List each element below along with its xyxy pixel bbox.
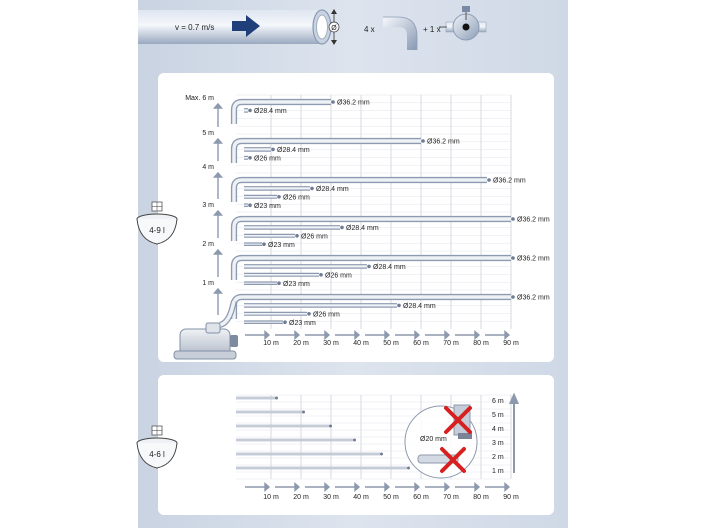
length-tick-label: 90 m (503, 340, 519, 347)
restriction-zone (405, 405, 477, 478)
pipe-end-cap (277, 281, 281, 285)
length-tick-label: 50 m (383, 494, 399, 501)
bend-fitting-icon (383, 22, 412, 50)
pipe-diameter-label: Ø26 mm (301, 233, 328, 241)
length-tick-label: 20 m (293, 494, 309, 501)
diameter-symbol: Ø (331, 25, 337, 32)
length-arrow (425, 332, 449, 339)
pipe-end-cap (302, 411, 305, 414)
bottom-pipes (236, 397, 410, 470)
height-arrow (511, 395, 518, 473)
height-label: 6 m (492, 398, 504, 405)
length-arrow (275, 484, 299, 491)
height-label: 5 m (202, 130, 214, 137)
length-arrow (485, 332, 509, 339)
pipe-end-cap (262, 242, 266, 246)
pipe-diameter-label: Ø28.4 mm (373, 264, 406, 271)
velocity-label: v = 0.7 m/s (175, 23, 215, 32)
pipe-end-cap (319, 273, 323, 277)
pipe-end-cap (397, 304, 401, 308)
pipe-diameter-label: Ø23 mm (283, 280, 310, 288)
top-chart-svg (158, 73, 554, 362)
pipe-end-cap (331, 100, 335, 104)
length-arrow (335, 484, 359, 491)
top-pipes (220, 100, 550, 327)
length-arrow (395, 484, 419, 491)
height-arrow (215, 250, 222, 277)
bottom-chart-svg (158, 375, 554, 515)
pipe-diameter-label: Ø28.4 mm (254, 108, 287, 115)
height-label: 5 m (492, 412, 504, 419)
pipe-end-cap (307, 312, 311, 316)
pipe-end-cap (283, 320, 287, 324)
length-arrow (425, 484, 449, 491)
top-height-arrows (215, 104, 222, 315)
length-tick-label: 40 m (353, 494, 369, 501)
pipe-diameter-label: Ø36.2 mm (517, 294, 550, 302)
length-arrow (305, 484, 329, 491)
pipe-diameter-label: Ø28.4 mm (277, 147, 310, 154)
pipe-diameter-label: Ø36.2 mm (337, 99, 370, 107)
pipe-end-cap (277, 195, 281, 199)
length-arrow (305, 332, 329, 339)
length-tick-label: 80 m (473, 494, 489, 501)
length-tick-label: 60 m (413, 340, 429, 347)
length-arrow (275, 332, 299, 339)
pump-unit-icon (174, 323, 238, 359)
pipe-diameter-label: Ø23 mm (289, 319, 316, 327)
pipe-diameter-label: Ø28.4 mm (316, 186, 349, 193)
height-arrow (215, 173, 222, 199)
length-arrow (455, 484, 479, 491)
top-length-axis (245, 332, 519, 348)
bottom-chart-panel (158, 375, 554, 515)
height-arrow (215, 289, 222, 315)
header-illustration (0, 0, 704, 70)
pipe-end-cap (310, 187, 314, 191)
height-arrow (215, 104, 222, 127)
pipe-end-cap (511, 217, 515, 221)
length-arrow (455, 332, 479, 339)
height-label: 3 m (492, 440, 504, 447)
pipe-diameter-label: Ø28.4 mm (346, 225, 379, 232)
length-arrow (335, 332, 359, 339)
length-arrow (245, 484, 269, 491)
pipe-diameter-label: Ø36.2 mm (517, 255, 550, 263)
height-label: 2 m (492, 454, 504, 461)
height-label: 2 m (202, 241, 214, 248)
diameter-indicator (329, 9, 339, 45)
height-label: Max. 6 m (185, 95, 214, 102)
pipe-end-cap (421, 139, 425, 143)
bottom-height-labels (492, 398, 504, 475)
length-arrow (245, 332, 269, 339)
height-label: 1 m (202, 280, 214, 287)
length-tick-label: 70 m (443, 494, 459, 501)
pipe-diameter-label: Ø26 mm (254, 155, 281, 163)
toilet-cistern-icon (136, 424, 186, 480)
pipe-end-cap (248, 156, 252, 160)
pipe-end-cap (248, 109, 252, 113)
pipe-end-cap (275, 397, 278, 400)
device-volume-label: 4-6 l (149, 450, 165, 459)
valve-count-label: + 1 x (423, 25, 441, 34)
bend-count-label: 4 x (364, 25, 375, 34)
top-height-labels (185, 95, 214, 287)
length-arrow (485, 484, 509, 491)
pipe-end-cap (353, 439, 356, 442)
pipe-end-cap (271, 148, 275, 152)
pipe-end-cap (295, 234, 299, 238)
bottom-length-axis (245, 484, 519, 502)
length-tick-label: 10 m (263, 494, 279, 501)
height-label: 4 m (202, 164, 214, 171)
pipe-diameter-label: Ø26 mm (325, 272, 352, 280)
length-tick-label: 80 m (473, 340, 489, 347)
pipe-diameter-label: Ø36.2 mm (517, 216, 550, 224)
toilet-cistern-icon (136, 200, 186, 256)
length-tick-label: 30 m (323, 494, 339, 501)
length-tick-label: 60 m (413, 494, 429, 501)
valve-fitting-icon (439, 6, 486, 40)
height-label: 3 m (202, 202, 214, 209)
length-arrow (365, 484, 389, 491)
top-chart-panel (158, 73, 554, 362)
pipe-end-cap (511, 295, 515, 299)
pipe-diameter-label: Ø26 mm (313, 311, 340, 319)
length-arrow (395, 332, 419, 339)
pipe-diameter-label: Ø36.2 mm (493, 177, 526, 185)
pipe-end-cap (367, 265, 371, 269)
height-label: 4 m (492, 426, 504, 433)
height-arrow (215, 139, 222, 161)
length-tick-label: 10 m (263, 340, 279, 347)
pipe-diameter-label: Ø28.4 mm (403, 303, 436, 310)
bottom-height-arrows (511, 395, 518, 473)
length-tick-label: 90 m (503, 494, 519, 501)
pipe-diameter-label: Ø23 mm (268, 241, 295, 249)
pipe-end-cap (329, 425, 332, 428)
pipe-end-cap (487, 178, 491, 182)
pipe-diameter-label: Ø26 mm (283, 194, 310, 202)
pipe-end-cap (340, 226, 344, 230)
device-volume-label: 4-9 l (149, 226, 165, 235)
pipe-diameter-label: Ø20 mm (420, 436, 447, 443)
length-tick-label: 50 m (383, 340, 399, 347)
length-tick-label: 20 m (293, 340, 309, 347)
height-label: 1 m (492, 468, 504, 475)
pipe-diameter-label: Ø36.2 mm (427, 138, 460, 146)
pipe-diameter-label: Ø23 mm (254, 202, 281, 210)
pipe-end-cap (511, 256, 515, 260)
pipe-end-cap (380, 453, 383, 456)
pipe-end-cap (248, 203, 252, 207)
length-arrow (365, 332, 389, 339)
length-tick-label: 70 m (443, 340, 459, 347)
length-tick-label: 30 m (323, 340, 339, 347)
pipe-end-cap (407, 467, 410, 470)
length-tick-label: 40 m (353, 340, 369, 347)
height-arrow (215, 211, 222, 238)
